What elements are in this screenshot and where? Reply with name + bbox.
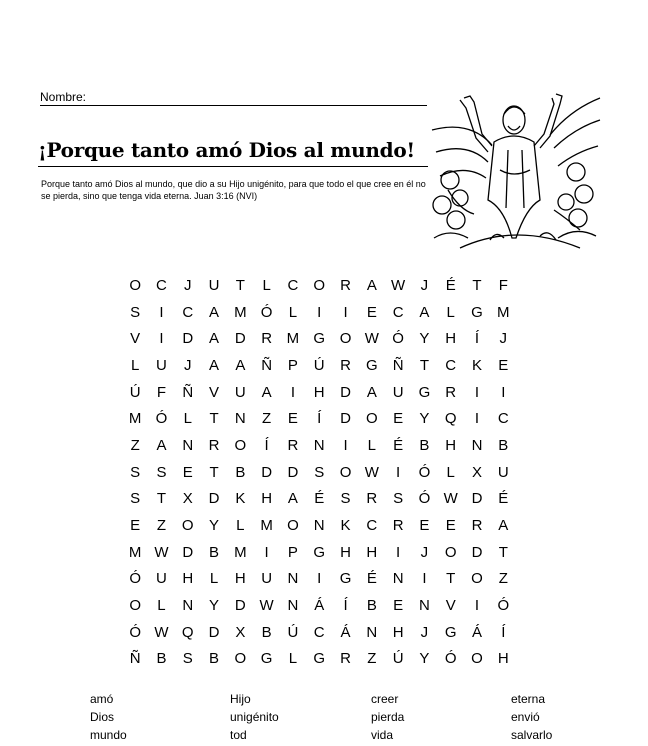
grid-cell[interactable]: I (474, 597, 480, 615)
grid-cell[interactable]: J (183, 276, 192, 294)
grid-cell[interactable]: N (418, 597, 430, 615)
grid-row (122, 432, 516, 459)
grid-row (122, 592, 516, 619)
grid-cell[interactable]: J (420, 623, 429, 641)
grid-cell[interactable]: R (366, 490, 378, 508)
grid-cell[interactable]: Ó (418, 463, 431, 481)
grid-cell[interactable]: D (261, 463, 273, 481)
grid-cell[interactable]: O (287, 517, 299, 535)
grid-cell[interactable]: D (471, 543, 483, 561)
grid-cell[interactable]: R (340, 276, 351, 294)
grid-cell[interactable]: Ó (155, 410, 168, 428)
grid-cell[interactable]: R (340, 650, 351, 668)
grid-cell[interactable]: C (366, 517, 378, 535)
grid-cell[interactable]: D (182, 330, 194, 348)
grid-cell[interactable]: U (208, 276, 220, 294)
grid-cell[interactable]: C (313, 623, 325, 641)
grid-cell[interactable]: Q (181, 623, 194, 641)
grid-cell[interactable]: E (393, 597, 404, 615)
grid-cell[interactable]: Ú (129, 383, 141, 401)
grid-cell[interactable]: O (234, 436, 247, 454)
grid-cell[interactable]: A (209, 303, 220, 321)
grid-cell[interactable]: L (209, 570, 219, 588)
grid-cell[interactable]: T (209, 463, 219, 481)
grid-cell[interactable]: L (446, 463, 455, 481)
grid-cell[interactable]: H (182, 570, 194, 588)
grid-cell[interactable]: J (420, 276, 429, 294)
grid-cell[interactable]: L (183, 410, 192, 428)
grid-cell[interactable]: O (129, 276, 141, 294)
grid-cell[interactable]: S (314, 463, 325, 481)
grid-cell[interactable]: T (419, 356, 429, 374)
grid-cell[interactable]: S (393, 490, 404, 508)
grid-cell[interactable]: X (472, 463, 483, 481)
grid-cell[interactable]: D (208, 490, 220, 508)
grid-cell[interactable]: N (313, 517, 325, 535)
grid-row (122, 646, 516, 673)
bible-verse: Porque tanto amó Dios al mundo, que dio a su Hijo unigénito, para que todo el que cree en él no se pierda, sino que tenga vida eterna. Juan 3:16 (NVI) (41, 179, 426, 201)
grid-cell[interactable]: Z (130, 436, 140, 454)
grid-cell[interactable]: B (235, 463, 246, 481)
grid-cell[interactable]: I (501, 383, 506, 401)
grid-cell[interactable]: U (392, 383, 404, 401)
grid-cell[interactable]: Ñ (261, 356, 273, 374)
grid-cell[interactable]: L (130, 356, 140, 374)
grid-cell[interactable]: K (472, 356, 483, 374)
word-list-item: unigénito (230, 710, 279, 724)
grid-cell[interactable]: N (313, 436, 325, 454)
grid-cell[interactable]: Ñ (392, 356, 404, 374)
grid-cell[interactable]: B (209, 543, 220, 561)
grid-cell[interactable]: I (159, 330, 164, 348)
grid-cell[interactable]: E (366, 303, 377, 321)
grid-cell[interactable]: É (314, 490, 325, 508)
grid-cell[interactable]: I (264, 543, 269, 561)
grid-cell[interactable]: I (396, 543, 401, 561)
grid-cell[interactable]: Ñ (182, 383, 194, 401)
grid-cell[interactable]: A (261, 383, 272, 401)
grid-cell[interactable]: W (259, 597, 274, 615)
grid-cell[interactable]: B (156, 650, 167, 668)
word-list-item: eterna (511, 692, 546, 706)
grid-cell[interactable]: O (365, 410, 378, 428)
grid-cell[interactable]: K (235, 490, 246, 508)
grid-cell[interactable]: H (313, 383, 325, 401)
grid-cell[interactable]: G (260, 650, 273, 668)
grid-cell[interactable]: H (497, 650, 509, 668)
grid-cell[interactable]: P (287, 356, 298, 374)
grid-cell[interactable]: C (156, 276, 167, 294)
grid-cell[interactable]: A (366, 276, 377, 294)
grid-cell[interactable]: T (156, 490, 167, 508)
name-label: Nombre: (40, 90, 87, 104)
grid-cell[interactable]: N (182, 436, 194, 454)
grid-cell[interactable]: H (366, 543, 378, 561)
grid-cell[interactable]: Z (156, 517, 167, 535)
grid-cell[interactable]: Ú (287, 623, 299, 641)
grid-cell[interactable]: S (340, 490, 351, 508)
grid-cell[interactable]: N (182, 597, 194, 615)
grid-cell[interactable]: R (287, 436, 299, 454)
grid-cell[interactable]: O (339, 463, 352, 481)
grid-cell[interactable]: Y (419, 410, 430, 428)
grid-cell[interactable]: N (234, 410, 246, 428)
grid-cell[interactable]: F (498, 276, 508, 294)
grid-cell[interactable]: M (128, 543, 142, 561)
grid-cell[interactable]: O (234, 650, 247, 668)
grid-cell[interactable]: I (317, 570, 322, 588)
grid-cell[interactable]: H (445, 436, 457, 454)
grid-cell[interactable]: H (445, 330, 457, 348)
grid-cell[interactable]: B (261, 623, 272, 641)
grid-cell[interactable]: D (471, 490, 483, 508)
word-list-item: Hijo (230, 692, 251, 706)
name-field[interactable] (40, 90, 427, 106)
grid-cell[interactable]: U (234, 383, 246, 401)
grid-cell[interactable]: R (471, 517, 483, 535)
grid-cell[interactable]: Ó (418, 490, 431, 508)
grid-cell[interactable]: A (209, 330, 220, 348)
grid-cell[interactable]: K (340, 517, 351, 535)
grid-cell[interactable]: A (287, 490, 298, 508)
grid-cell[interactable]: O (313, 276, 326, 294)
grid-cell[interactable]: R (445, 383, 457, 401)
grid-cell[interactable]: C (392, 303, 404, 321)
word-list-item: amó (90, 692, 114, 706)
grid-cell[interactable]: M (234, 303, 247, 321)
grid-cell[interactable]: T (235, 276, 245, 294)
grid-cell[interactable]: R (392, 517, 404, 535)
grid-cell[interactable]: R (208, 436, 220, 454)
grid-cell[interactable]: Á (340, 623, 351, 641)
grid-cell[interactable]: É (393, 436, 404, 454)
grid-cell[interactable]: C (445, 356, 457, 374)
grid-cell[interactable]: Z (367, 650, 377, 668)
grid-cell[interactable]: C (287, 276, 299, 294)
grid-cell[interactable]: O (444, 543, 457, 561)
grid-cell[interactable]: L (367, 436, 376, 454)
grid-cell[interactable]: Í (501, 623, 506, 641)
jesus-illustration (430, 90, 602, 250)
grid-cell[interactable]: I (396, 463, 401, 481)
grid-cell[interactable]: A (419, 303, 430, 321)
grid-cell[interactable]: I (317, 303, 322, 321)
grid-cell[interactable]: Í (317, 410, 322, 428)
grid-cell[interactable]: G (418, 383, 431, 401)
grid-cell[interactable]: Ó (392, 330, 404, 348)
grid-cell[interactable]: É (445, 276, 456, 294)
grid-cell[interactable]: L (157, 597, 166, 615)
grid-cell[interactable]: D (182, 543, 194, 561)
grid-cell[interactable]: Z (262, 410, 272, 428)
grid-cell[interactable]: I (343, 303, 348, 321)
grid-cell[interactable]: S (130, 490, 141, 508)
grid-cell[interactable]: Á (472, 623, 483, 641)
word-list-item: Dios (90, 710, 115, 724)
grid-cell[interactable]: Y (419, 330, 430, 348)
grid-cell[interactable]: N (366, 623, 378, 641)
grid-cell[interactable]: R (261, 330, 273, 348)
grid-cell[interactable]: I (290, 383, 296, 401)
grid-cell[interactable]: Ó (260, 303, 273, 321)
grid-cell[interactable]: G (339, 570, 352, 588)
grid-cell[interactable]: E (130, 517, 141, 535)
word-list-item: envió (511, 710, 540, 724)
grid-cell[interactable]: I (474, 383, 480, 401)
grid-cell[interactable]: H (261, 490, 273, 508)
grid-cell[interactable]: T (209, 410, 219, 428)
word-list-item: creer (371, 692, 399, 706)
grid-cell[interactable]: A (156, 436, 167, 454)
grid-cell[interactable]: Ó (444, 650, 457, 668)
grid-cell[interactable]: Ú (392, 650, 404, 668)
grid-cell[interactable]: Ú (313, 356, 325, 374)
grid-cell[interactable]: T (498, 543, 508, 561)
grid-cell[interactable]: O (181, 517, 194, 535)
grid-cell[interactable]: Y (209, 517, 220, 535)
grid-cell[interactable]: M (286, 330, 300, 348)
grid-cell[interactable]: G (444, 623, 457, 641)
grid-cell[interactable]: I (422, 570, 427, 588)
grid-cell[interactable]: W (364, 463, 379, 481)
grid-cell[interactable]: W (154, 543, 169, 561)
word-list-item: pierda (371, 710, 405, 724)
grid-cell[interactable]: Ñ (129, 650, 141, 668)
grid-cell[interactable]: X (182, 490, 193, 508)
grid-cell[interactable]: E (287, 410, 298, 428)
grid-cell[interactable]: Í (264, 436, 269, 454)
grid-row (122, 299, 516, 326)
grid-cell[interactable]: Y (209, 597, 220, 615)
grid-cell[interactable]: G (471, 303, 483, 321)
grid-cell[interactable]: M (234, 543, 247, 561)
grid-cell[interactable]: J (499, 330, 508, 348)
grid-row (122, 272, 516, 299)
grid-cell[interactable]: H (392, 623, 404, 641)
grid-cell[interactable]: M (128, 410, 142, 428)
grid-cell[interactable]: X (235, 623, 246, 641)
grid-cell[interactable]: A (366, 383, 377, 401)
grid-cell[interactable]: I (474, 410, 480, 428)
grid-cell[interactable]: P (287, 543, 298, 561)
word-search-grid (122, 272, 516, 672)
grid-cell[interactable]: N (471, 436, 483, 454)
grid-cell[interactable]: Í (474, 330, 480, 348)
grid-row (122, 405, 516, 432)
grid-cell[interactable]: S (156, 463, 167, 481)
grid-row (122, 325, 516, 352)
grid-cell[interactable]: F (156, 383, 167, 401)
grid-cell[interactable]: N (287, 597, 299, 615)
grid-row (122, 379, 516, 406)
grid-cell[interactable]: C (182, 303, 194, 321)
grid-cell[interactable]: O (471, 650, 483, 668)
grid-cell[interactable]: Z (498, 570, 508, 588)
grid-cell[interactable]: W (364, 330, 379, 348)
word-list-item: mundo (90, 728, 127, 742)
grid-cell[interactable]: B (419, 436, 430, 454)
grid-cell[interactable]: U (497, 463, 509, 481)
grid-cell[interactable]: A (235, 356, 246, 374)
grid-cell[interactable]: H (234, 570, 246, 588)
grid-cell[interactable]: G (313, 650, 326, 668)
grid-cell[interactable]: M (260, 517, 273, 535)
grid-cell[interactable]: L (262, 276, 271, 294)
grid-cell[interactable]: Í (343, 597, 348, 615)
grid-cell[interactable]: L (446, 303, 455, 321)
grid-cell[interactable]: W (443, 490, 458, 508)
grid-cell[interactable]: V (130, 330, 141, 348)
grid-cell[interactable]: D (234, 330, 246, 348)
grid-cell[interactable]: T (446, 570, 456, 588)
grid-cell[interactable]: Ó (129, 623, 141, 641)
grid-row (122, 486, 516, 513)
grid-cell[interactable]: D (340, 410, 351, 428)
grid-cell[interactable]: G (365, 356, 378, 374)
grid-cell[interactable]: I (343, 436, 348, 454)
grid-row (122, 566, 516, 593)
grid-cell[interactable]: E (498, 356, 509, 374)
grid-cell[interactable]: É (498, 490, 509, 508)
page-title: ¡Porque tanto amó Dios al mundo! (38, 137, 428, 167)
grid-cell[interactable]: J (420, 543, 429, 561)
grid-cell[interactable]: Q (444, 410, 457, 428)
grid-cell[interactable]: O (471, 570, 483, 588)
grid-cell[interactable]: E (182, 463, 193, 481)
grid-cell[interactable]: S (130, 303, 141, 321)
grid-cell[interactable]: G (313, 330, 326, 348)
grid-cell[interactable]: A (209, 356, 220, 374)
grid-cell[interactable]: N (392, 570, 404, 588)
grid-cell[interactable]: N (287, 570, 299, 588)
grid-cell[interactable]: O (129, 597, 141, 615)
grid-row (122, 539, 516, 566)
grid-cell[interactable]: U (156, 356, 167, 374)
grid-cell[interactable]: O (339, 330, 352, 348)
grid-cell[interactable]: B (498, 436, 509, 454)
grid-row (122, 459, 516, 486)
grid-cell[interactable]: U (156, 570, 167, 588)
grid-cell[interactable]: C (497, 410, 509, 428)
word-list (90, 690, 610, 744)
grid-cell[interactable]: G (313, 543, 326, 561)
grid-cell[interactable]: M (497, 303, 510, 321)
grid-cell[interactable]: D (234, 597, 246, 615)
grid-cell[interactable]: L (288, 303, 298, 321)
grid-cell[interactable]: I (159, 303, 164, 321)
grid-cell[interactable]: S (130, 463, 141, 481)
grid-cell[interactable]: Á (314, 597, 325, 615)
grid-row (122, 352, 516, 379)
grid-cell[interactable]: V (209, 383, 220, 401)
grid-cell[interactable]: Ó (497, 597, 510, 615)
word-list-item: vida (371, 728, 394, 742)
grid-cell[interactable]: L (236, 517, 245, 535)
grid-cell[interactable]: D (208, 623, 220, 641)
grid-cell[interactable]: E (445, 517, 456, 535)
grid-cell[interactable]: W (391, 276, 406, 294)
grid-cell[interactable]: H (340, 543, 351, 561)
grid-cell[interactable]: R (340, 356, 351, 374)
grid-row (122, 619, 516, 646)
grid-cell[interactable]: B (209, 650, 220, 668)
grid-cell[interactable]: D (287, 463, 299, 481)
grid-cell[interactable]: E (419, 517, 430, 535)
grid-cell[interactable]: B (366, 597, 377, 615)
grid-row (122, 512, 516, 539)
grid-cell[interactable]: J (183, 356, 192, 374)
grid-cell[interactable]: U (261, 570, 273, 588)
grid-cell[interactable]: D (340, 383, 351, 401)
grid-cell[interactable]: W (154, 623, 169, 641)
grid-cell[interactable]: A (498, 517, 509, 535)
word-list-item: salvarlo (511, 728, 553, 742)
grid-cell[interactable]: V (445, 597, 456, 615)
grid-cell[interactable]: É (366, 570, 377, 588)
grid-cell[interactable]: S (182, 650, 193, 668)
grid-cell[interactable]: Y (419, 650, 430, 668)
grid-cell[interactable]: Ó (129, 570, 141, 588)
grid-cell[interactable]: L (288, 650, 298, 668)
grid-cell[interactable]: T (472, 276, 482, 294)
grid-cell[interactable]: E (393, 410, 404, 428)
word-list-item: tod (230, 728, 247, 742)
